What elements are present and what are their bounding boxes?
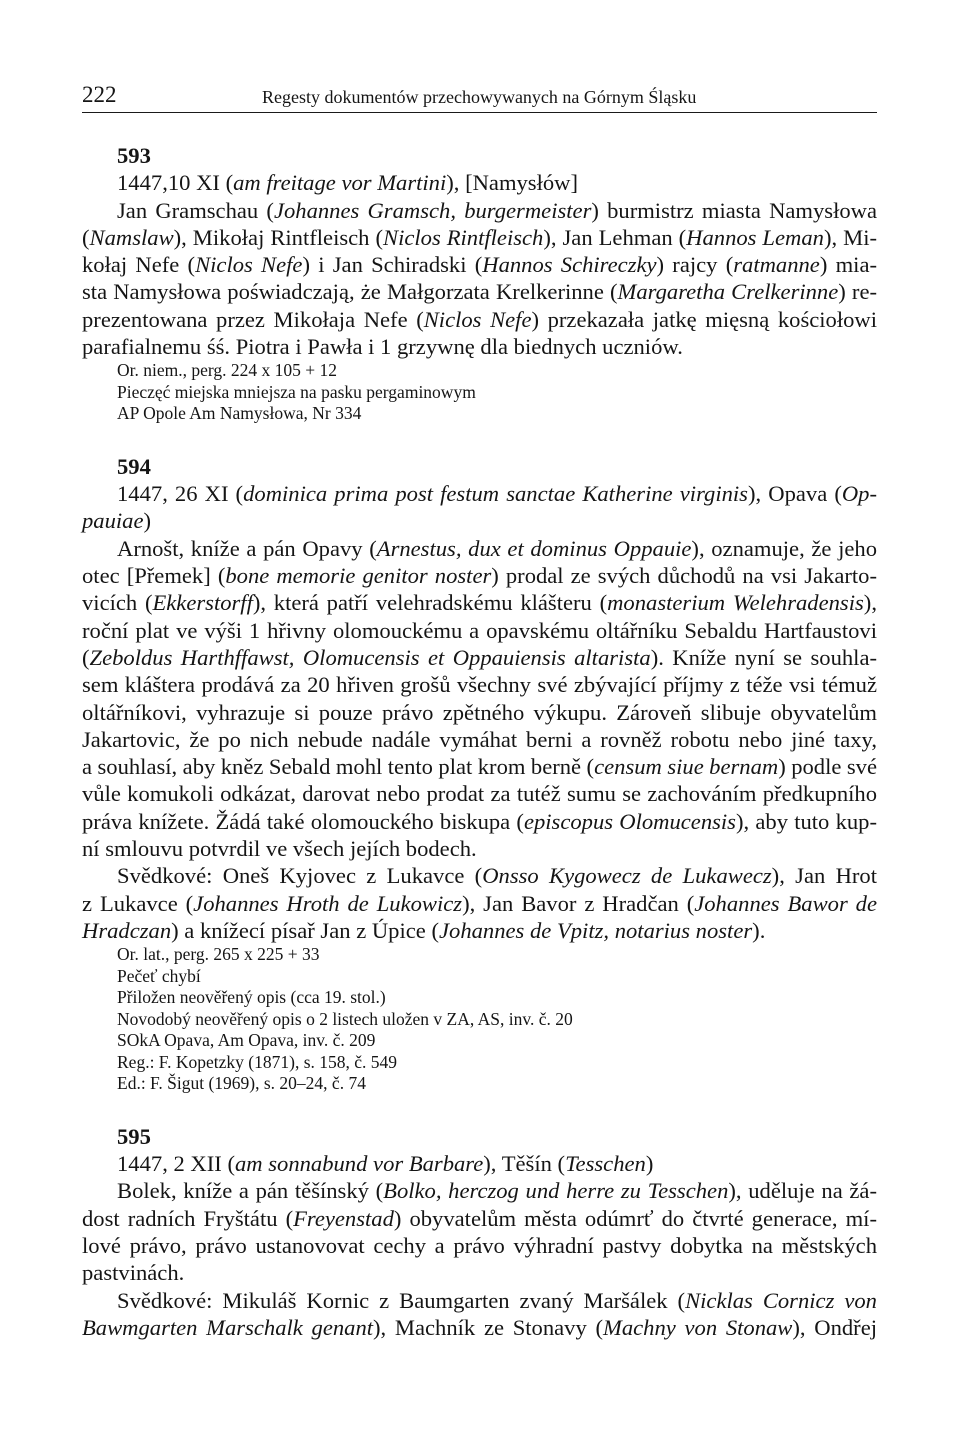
text-line: [82, 835, 877, 862]
text-line: [82, 862, 877, 889]
text-run: Jan Gramschau (: [117, 197, 274, 223]
page-number: 222: [82, 82, 117, 107]
date-place-paragraph: [82, 480, 877, 535]
original-language-term: Freyenstad: [293, 1205, 394, 1231]
witnesses-paragraph: [82, 1287, 877, 1342]
text-line: [82, 1287, 877, 1314]
archival-note: Pieczęć miejska mniejsza na pasku pergaminowym: [117, 381, 476, 402]
text-line: [82, 1232, 877, 1259]
text-run: ), Mi-: [823, 224, 877, 250]
original-language-term: ratmanne: [733, 252, 820, 278]
text-line: [82, 726, 877, 753]
original-language-term: am sonnabund vor Barbare: [234, 1151, 484, 1177]
original-language-term: Zeboldus Harthffawst, Olomucensis et Oppauiensis altarista: [89, 644, 651, 670]
text-run: práva knížete. Žádá také olomouckého biskupa (: [82, 808, 524, 834]
text-run: vůle komukoli odkázat, darovat nebo prodat za tutéž sumu se zachováním předkupního: [82, 781, 877, 807]
text-run: ) przekazała jatkę mięsną kościołowi: [531, 306, 878, 332]
text-run: ní smlouvu potvrdil ve všech jejích bodech.: [82, 836, 477, 862]
text-line: [82, 808, 877, 835]
text-line: [82, 169, 877, 196]
text-run: Arnošt, kníže a pán Opavy (: [117, 535, 377, 561]
text-run: ) rajcy (: [656, 252, 734, 278]
text-run: 1447,10 XI (: [117, 170, 234, 196]
text-run: ), která patří velehradskému klášteru (: [252, 590, 608, 616]
original-language-term: Tesschen: [565, 1151, 646, 1177]
text-line: [82, 535, 877, 562]
text-run: lové právo, právo ustanovovat cechy a právo výhradní pastvy dobytka na městských: [82, 1232, 877, 1258]
text-line: [82, 644, 877, 671]
archival-note: Přiložen neověřený opis (cca 19. stol.): [117, 987, 386, 1008]
text-run: ), Jan Bavor z Hradčan (: [462, 890, 695, 916]
original-language-term: am freitage vor Martini: [233, 170, 447, 196]
original-language-term: Johannes Gramsch, burgermeister: [273, 197, 592, 223]
text-run: ), Jan Hrot: [771, 863, 877, 889]
text-run: ), Jan Lehman (: [543, 224, 687, 250]
entry-number: 593: [117, 143, 151, 168]
archival-note: Or. niem., perg. 224 x 105 + 12: [117, 360, 338, 381]
text-run: ), Ondřej: [792, 1314, 877, 1340]
text-run: (: [82, 644, 90, 670]
text-run: ) i Jan Schiradski (: [302, 252, 483, 278]
original-language-term: Bawmgarten Marschalk genant: [82, 1314, 374, 1340]
original-language-term: Nicklas Cornicz von: [685, 1287, 877, 1313]
text-run: dost radních Fryštátu (: [82, 1205, 294, 1231]
original-language-term: Hannos Schireczky: [482, 252, 657, 278]
original-language-term: Johannes Bawor de: [694, 890, 877, 916]
text-run: ), Opava (: [747, 481, 842, 507]
header-rule: [82, 112, 877, 113]
text-run: sta Namysłowa poświadczają, że Małgorzata Krelkerinne (: [82, 279, 618, 305]
text-line: [82, 1205, 877, 1232]
original-language-term: monasterium Welehradensis: [607, 590, 864, 616]
text-run: 1447, 2 XII (: [117, 1151, 235, 1177]
text-run: ). Kníže nyní se souhla-: [650, 644, 877, 670]
text-run: kołaj Nefe (: [82, 252, 196, 278]
text-run: 1447, 26 XI (: [117, 481, 244, 507]
text-run: roční plat ve výši 1 hřivny olomouckému a opavskému oltářníku Sebaldu Hartfaustovi: [82, 617, 877, 643]
original-language-term: Onsso Kygowecz de Lukawecz: [482, 863, 772, 889]
regest-entry: [82, 142, 877, 425]
text-run: ), oznamuje, že jeho: [691, 535, 877, 561]
text-line: [82, 224, 877, 251]
text-line: [82, 306, 877, 333]
document-body: [82, 142, 877, 1341]
archival-note: Reg.: F. Kopetzky (1871), s. 158, č. 549: [117, 1051, 398, 1072]
regest-entry: [82, 1123, 877, 1341]
original-language-term: Niclos Rintfleisch: [383, 224, 544, 250]
text-line: [82, 917, 877, 944]
text-line: [82, 589, 877, 616]
text-run: z Lukavce (: [82, 890, 194, 916]
original-language-term: pauiae: [82, 508, 144, 534]
text-run: ), Machník ze Stonavy (: [373, 1314, 604, 1340]
entry-number: 595: [117, 1123, 151, 1149]
text-line: [82, 671, 877, 698]
original-language-term: Arnestus, dux et dominus Oppauie: [376, 535, 692, 561]
text-run: ) prodal ze svých důchodů na vsi Jakarto-: [491, 563, 877, 589]
entry-number: 594: [117, 453, 151, 479]
original-language-term: Johannes Hroth de Lukowicz: [193, 890, 463, 916]
text-line: [82, 753, 877, 780]
text-run: ): [143, 508, 152, 534]
text-line: [82, 197, 877, 224]
text-run: ) mia-: [819, 252, 878, 278]
text-run: ).: [752, 917, 766, 943]
original-language-term: Margaretha Crelkerinne: [617, 279, 839, 305]
text-line: [82, 890, 877, 917]
text-line: [82, 1259, 877, 1286]
text-run: ), aby tuto kup-: [735, 808, 877, 834]
original-language-term: Op-: [841, 481, 877, 507]
text-run: ) a knížecí písař Jan z Úpice (: [171, 917, 439, 943]
archival-note: Novodobý neověřený opis o 2 listech uložen v ZA, AS, inv. č. 20: [117, 1008, 573, 1029]
text-run: ),: [863, 590, 877, 616]
summary-paragraph: [82, 1177, 877, 1286]
running-head: Regesty dokumentów przechowywanych na Górnym Śląsku: [262, 87, 697, 107]
text-line: [82, 507, 877, 534]
original-language-term: censum siue bernam: [594, 754, 779, 780]
text-run: oltářníkovi, vyhrazuje si pouze právo zpětného výkupu. Zároveň slibuje obyvatelům: [82, 699, 877, 725]
archival-note: AP Opole Am Namysłowa, Nr 334: [117, 403, 362, 424]
text-line: [82, 333, 877, 360]
text-line: [82, 562, 877, 589]
archival-note: Or. lat., perg. 265 x 225 + 33: [117, 944, 320, 965]
text-run: ), Těšín (: [483, 1151, 566, 1177]
summary-paragraph: [82, 535, 877, 863]
original-language-term: Bolko, herczog und herre zu Tesschen: [383, 1178, 729, 1204]
text-line: [82, 1150, 877, 1177]
text-line: [82, 1177, 877, 1204]
original-language-term: Machny von Stonaw: [603, 1314, 793, 1340]
original-language-term: Niclos Nefe: [195, 252, 303, 278]
text-run: ) obyvatelům města odúmrť do čtvrté generace, mí-: [393, 1205, 877, 1231]
text-run: vicích (: [82, 590, 153, 616]
witnesses-paragraph: [82, 862, 877, 944]
text-run: ) podle své: [778, 754, 877, 780]
text-run: Jakartovic, že po nich nebude nadále vymáhat berni a rovněž robotu nebo jiné taxy,: [82, 726, 877, 752]
original-language-term: Ekkerstorff: [152, 590, 253, 616]
original-language-term: Johannes de Vpitz, notarius noster: [439, 917, 753, 943]
archival-note: Pečeť chybí: [117, 965, 201, 986]
archival-notes: [82, 360, 877, 425]
text-line: [82, 699, 877, 726]
text-run: prezentowana przez Mikołaja Nefe (: [82, 306, 424, 332]
text-run: ), Mikołaj Rintfleisch (: [173, 224, 383, 250]
text-run: ) re-: [838, 279, 878, 305]
text-run: ) burmistrz miasta Namysłowa: [591, 197, 878, 223]
text-run: pastvinách.: [82, 1260, 185, 1286]
text-run: a souhlasí, aby kněz Sebald mohl tento plat krom berně (: [82, 754, 595, 780]
date-place-paragraph: [82, 1150, 877, 1177]
text-run: sem kláštera prodává za 20 hřiven grošů všechny své zbývající příjmy z téže vsi témuž: [82, 672, 877, 698]
date-place-paragraph: [82, 169, 877, 196]
archival-notes: [82, 944, 877, 1095]
original-language-term: Hradczan: [82, 917, 172, 943]
text-line: [82, 251, 877, 278]
original-language-term: dominica prima post festum sanctae Katherine virginis: [243, 481, 748, 507]
text-run: otec [Přemek] (: [82, 563, 226, 589]
original-language-term: bone memorie genitor noster: [225, 563, 492, 589]
text-line: [82, 617, 877, 644]
text-run: Svědkové: Oneš Kyjovec z Lukavce (: [117, 863, 483, 889]
summary-paragraph: [82, 197, 877, 361]
regest-entry: [82, 453, 877, 1095]
text-run: parafialnemu śś. Piotra i Pawła i 1 grzywnę dla biednych uczniów.: [82, 334, 683, 360]
text-run: Bolek, kníže a pán těšínský (: [117, 1178, 384, 1204]
archival-note: Ed.: F. Šigut (1969), s. 20–24, č. 74: [117, 1073, 366, 1094]
archival-note: SOkA Opava, Am Opava, inv. č. 209: [117, 1030, 376, 1051]
text-line: [82, 480, 877, 507]
original-language-term: episcopus Olomucensis: [523, 808, 736, 834]
text-run: ), uděluje na žá-: [728, 1178, 877, 1204]
text-run: Svědkové: Mikuláš Kornic z Baumgarten zvaný Maršálek (: [117, 1287, 686, 1313]
text-run: (: [82, 224, 90, 250]
text-line: [82, 1314, 877, 1341]
text-line: [82, 278, 877, 305]
text-run: ), [Namysłów]: [446, 170, 579, 196]
original-language-term: Hannos Leman: [686, 224, 824, 250]
text-run: ): [645, 1151, 654, 1177]
original-language-term: Namslaw: [89, 224, 174, 250]
original-language-term: Niclos Nefe: [423, 306, 532, 332]
text-line: [82, 780, 877, 807]
